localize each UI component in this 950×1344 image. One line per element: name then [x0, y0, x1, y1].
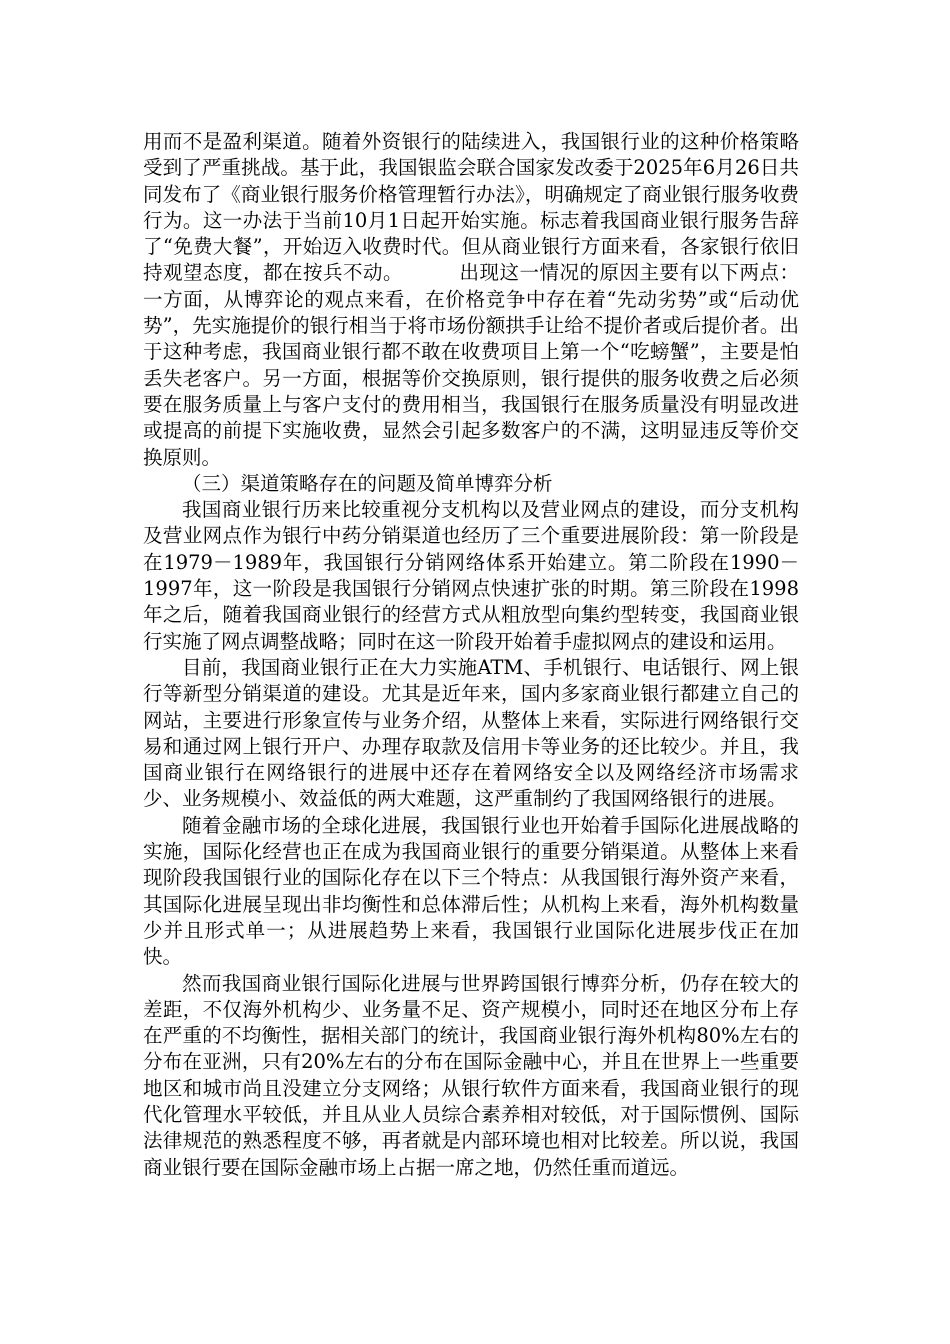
- paragraph-branch-network: 我国商业银行历来比较重视分支机构以及营业网点的建设，而分支机构及营业网点作为银行中药分销渠道也经历了三个重要进展阶段：第一阶段是在1979－1989年，我国银行分销网络体系开始建立。第二阶段在1990－1997年，这一阶段是我国银行分销网点快速扩张的时期。第三阶段在1998年之后，随着我国商业银行的经营方式从粗放型向集约型转变，我国商业银行实施了网点调整战略；同时在这一阶段开始着手虚拟网点的建设和运用。: [143, 498, 799, 653]
- document-body: [143, 129, 799, 1181]
- paragraph-price-strategy: [143, 129, 799, 471]
- paragraph-segment: 出现这一情况的原因主要有以下两点：一方面，从博弈论的观点来看，在价格竞争中存在着“先动劣势”或“后动优势”，先实施提价的银行相当于将市场份额拱手让给不提价者或后提价者。出于这种考虑，我国商业银行都不敢在收费项目上第一个“吃螃蟹”，主要是怕丢失老客户。另一方面，根据等价交换原则，银行提供的服务收费之后必须要在服务质量上与客户支付的费用相当，我国银行在服务质量没有明显改进或提高的前提下实施收费，显然会引起多数客户的不满，这明显违反等价交换原则。: [143, 261, 799, 469]
- paragraph-internationalization: 随着金融市场的全球化进展，我国银行业也开始着手国际化进展战略的实施，国际化经营也正在成为我国商业银行的重要分销渠道。从整体上来看现阶段我国银行业的国际化存在以下三个特点：从我国银行海外资产来看，其国际化进展呈现出非均衡性和总体滞后性；从机构上来看，海外机构数量少并且形式单一；从进展趋势上来看，我国银行业国际化进展步伐正在加快。: [143, 813, 799, 969]
- section-heading: （三）渠道策略存在的问题及简单博弈分析: [182, 471, 553, 495]
- paragraph-international-gap: 然而我国商业银行国际化进展与世界跨国银行博弈分析，仍存在较大的差距，不仅海外机构少、业务量不足、资产规模小，同时还在地区分布上存在严重的不均衡性，据相关部门的统计，我国商业银行海外机构80%左右的分布在亚洲，只有20%左右的分布在国际金融中心，并且在世界上一些重要地区和城市尚且没建立分支网络；从银行软件方面来看，我国商业银行的现代化管理水平较低，并且从业人员综合素养相对较低，对于国际惯例、国际法律规范的熟悉程度不够，再者就是内部环境也相对比较差。所以说，我国商业银行要在国际金融市场上占据一席之地，仍然任重而道远。: [143, 971, 799, 1179]
- paragraph-segment: 用而不是盈利渠道。随着外资银行的陆续进入，我国银行业的这种价格策略受到了严重挑战。基于此，我国银监会联合国家发改委于2025年6月26日共同发布了《商业银行服务价格管理暂行办法》，明确规定了商业银行服务收费行为。这一办法于当前10月1日起开始实施。标志着我国商业银行服务告辞了“免费大餐”，开始迈入收费时代。但从商业银行方面来看，各家银行依旧持观望态度，都在按兵不动。: [143, 130, 799, 285]
- paragraph-new-channels: 目前，我国商业银行正在大力实施ATM、手机银行、电话银行、网上银行等新型分销渠道的建设。尤其是近年来，国内多家商业银行都建立自己的网站，主要进行形象宣传与业务介绍，从整体上来看，实际进行网络银行交易和通过网上银行开户、办理存取款及信用卡等业务的还比较少。并且，我国商业银行在网络银行的进展中还存在着网络安全以及网络经济市场需求少、业务规模小、效益低的两大难题，这严重制约了我国网络银行的进展。: [143, 655, 799, 811]
